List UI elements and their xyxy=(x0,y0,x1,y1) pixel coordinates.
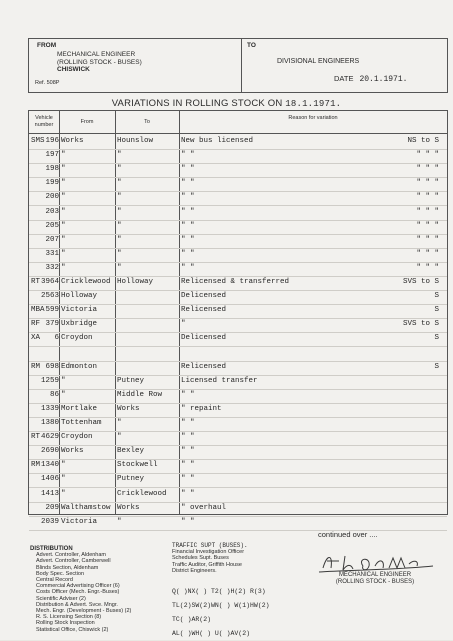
vehicle-number: 1406 xyxy=(40,475,59,484)
vehicle-prefix: SMS xyxy=(31,137,45,145)
reason-cell: " " xyxy=(181,193,195,202)
reason-cell: " " xyxy=(181,263,195,272)
vehicle-number: 200 xyxy=(45,193,59,202)
type-change-cell: S xyxy=(434,306,439,315)
from-cell: " xyxy=(61,207,66,216)
date-label: DATE xyxy=(334,74,354,83)
distribution-item: R. S. Licensing Section (8) xyxy=(36,614,102,621)
vehicle-number: 1259 xyxy=(40,376,59,385)
to-cell: Stockwell xyxy=(117,461,158,470)
traffic-distribution xyxy=(172,543,312,574)
traffic-item: District Engineers. xyxy=(172,567,217,574)
to-cell: Holloway xyxy=(117,278,154,286)
from-line-3: CHISWICK xyxy=(57,66,90,73)
to-cell: Works xyxy=(117,503,140,512)
vehicle-number: 196 xyxy=(45,137,59,145)
reason-cell: " " xyxy=(181,489,195,498)
type-change-cell: S xyxy=(434,292,439,301)
continued-note: continued over .... xyxy=(318,530,378,539)
reason-cell: " " xyxy=(181,249,195,258)
from-cell: " xyxy=(61,235,66,244)
reason-cell: " " xyxy=(181,419,195,427)
reason-cell: " " xyxy=(181,447,195,456)
col-header-vehicle: Vehicle number xyxy=(34,115,54,128)
signature-block xyxy=(305,548,440,618)
reason-cell: " " xyxy=(181,475,195,484)
to-cell: " xyxy=(117,433,122,442)
type-change-cell: " " " xyxy=(416,235,439,244)
type-change-cell: " " " xyxy=(416,193,439,202)
to-label: TO xyxy=(247,42,256,49)
ref-number: Ref. 508P xyxy=(35,80,60,86)
vehicle-number: 207 xyxy=(45,235,59,244)
reason-cell: " " xyxy=(181,179,195,188)
vehicle-number: 203 xyxy=(45,207,59,216)
reason-cell: Delicensed xyxy=(181,334,227,343)
from-cell: Mortlake xyxy=(61,404,98,413)
from-cell: " xyxy=(61,193,66,202)
reason-cell: " " xyxy=(181,461,195,470)
to-cell: Putney xyxy=(117,475,145,484)
from-cell: Victoria xyxy=(61,306,98,315)
signatory-title: MECHANICAL ENGINEER (ROLLING STOCK - BUSES) xyxy=(335,572,415,585)
vehicle-number: 379 xyxy=(45,320,59,329)
distribution-item: Mech. Engr. (Development - Buses) (2) xyxy=(36,608,132,615)
from-cell: " xyxy=(61,263,66,272)
vehicle-number: 198 xyxy=(45,165,59,174)
to-cell: Cricklewood xyxy=(117,489,167,498)
vehicle-number: 4629 xyxy=(40,433,59,442)
to-cell: " xyxy=(117,221,122,230)
to-cell: " xyxy=(117,419,122,427)
date-field xyxy=(334,74,407,84)
to-cell: " xyxy=(117,193,122,202)
vehicle-number: 2690 xyxy=(40,447,59,456)
reason-cell: " " xyxy=(181,433,195,442)
type-change-cell: SVS to S xyxy=(402,320,439,329)
reason-cell: " " xyxy=(181,221,195,230)
vehicle-number: 86 xyxy=(49,390,59,399)
vehicle-prefix: XA xyxy=(31,334,41,343)
header-box xyxy=(28,38,448,93)
col-header-to: To xyxy=(144,119,150,125)
table-row xyxy=(29,515,447,531)
to-cell: " xyxy=(117,235,122,244)
vehicle-prefix: RT xyxy=(31,278,41,286)
page-title: VARIATIONS IN ROLLING STOCK ON 18.1.1971. xyxy=(111,98,342,109)
vehicle-number: 3964 xyxy=(40,278,59,286)
distribution-item: Central Record xyxy=(36,577,73,584)
type-change-cell: " " " xyxy=(416,249,439,258)
vehicle-prefix: RM xyxy=(31,461,41,470)
from-cell: " xyxy=(61,376,66,385)
from-cell: Walthamstow xyxy=(61,503,111,512)
vehicle-number: 1413 xyxy=(40,489,59,498)
traffic-item: Financial Investigation Officer xyxy=(172,549,245,556)
distribution-item: Advert. Controller, Camberwell xyxy=(36,558,111,565)
from-cell: Victoria xyxy=(61,517,98,526)
col-header-from: From xyxy=(80,119,94,125)
reason-cell: Delicensed xyxy=(181,292,227,301)
from-cell: Tottenham xyxy=(61,419,102,427)
from-cell: Uxbridge xyxy=(61,320,98,329)
type-change-cell: " " " xyxy=(416,179,439,188)
distribution-item: Costs Officer (Mech. Engr.-Buses) xyxy=(36,589,120,596)
type-change-cell: SVS to S xyxy=(402,278,439,286)
from-cell: " xyxy=(61,390,66,399)
to-cell: Putney xyxy=(117,376,145,385)
to-cell: " xyxy=(117,165,122,174)
type-change-cell: " " " xyxy=(416,207,439,216)
vehicle-prefix: RM xyxy=(31,362,41,371)
from-cell: Cricklewood xyxy=(61,278,111,286)
traffic-item: Schedules Supt. Buses xyxy=(172,555,229,562)
from-cell: " xyxy=(61,179,66,188)
from-line-2: (ROLLING STOCK - BUSES) xyxy=(57,58,142,66)
from-cell: " xyxy=(61,489,66,498)
to-cell: " xyxy=(117,517,122,526)
from-cell: " xyxy=(61,221,66,230)
type-change-cell: " " " xyxy=(416,263,439,272)
traffic-item: Traffic Auditor, Griffith House xyxy=(172,561,242,568)
type-change-cell: S xyxy=(434,362,439,371)
vehicle-number: 599 xyxy=(45,306,59,315)
to-cell: " xyxy=(117,151,122,160)
to-cell: Middle Row xyxy=(117,390,163,399)
vehicle-number: 1339 xyxy=(40,404,59,413)
variations-table xyxy=(28,110,448,526)
from-cell: Croydon xyxy=(61,334,93,343)
reason-cell: " " xyxy=(181,390,195,399)
to-value: DIVISIONAL ENGINEERS xyxy=(277,58,360,65)
type-change-cell: " " " xyxy=(416,221,439,230)
to-cell: " xyxy=(117,263,122,272)
col-header-reason: Reason for variation xyxy=(288,115,338,121)
reason-cell: " " xyxy=(181,207,195,216)
reason-cell: " " xyxy=(181,235,195,244)
vehicle-prefix: RT xyxy=(31,433,41,442)
to-cell: Works xyxy=(117,404,140,413)
distribution-item: Body Spec. Section xyxy=(36,570,85,577)
reason-cell: " " xyxy=(181,165,195,174)
depot-codes: Q( )NX( ) T2( )H(2) R(3) TL(2)SW(2)WN( ) W(1)HW(2) TC( )AR(2) AL( )WH( ) U( )AV(2) xyxy=(172,588,270,637)
vehicle-number: 332 xyxy=(45,263,59,272)
vehicle-number: 197 xyxy=(45,151,59,160)
type-change-cell: " " " xyxy=(416,151,439,160)
to-cell: " xyxy=(117,207,122,216)
traffic-heading: TRAFFIC SUPT (BUSES). xyxy=(172,542,248,549)
vehicle-prefix: RF xyxy=(31,320,41,329)
from-cell: " xyxy=(61,475,66,484)
vehicle-prefix: MBA xyxy=(31,306,45,315)
from-cell: " xyxy=(61,165,66,174)
bleed-through-text xyxy=(215,4,450,34)
reason-cell: Relicensed xyxy=(181,362,227,371)
from-cell: Holloway xyxy=(61,292,98,301)
type-change-cell: S xyxy=(434,334,439,343)
distribution-item: Commercial Advertising Officer (6) xyxy=(36,583,120,590)
type-change-cell: NS to S xyxy=(407,137,439,145)
from-cell: " xyxy=(61,151,66,160)
distribution-item: Distribution & Advert. Svce. Mngr. xyxy=(36,601,118,608)
reason-cell: " repaint xyxy=(181,404,222,413)
distribution-item: Statistical Office, Chiswick (2) xyxy=(36,626,109,633)
distribution-heading: DISTRIBUTION xyxy=(30,546,73,552)
reason-cell: " xyxy=(181,320,186,329)
vehicle-number: 205 xyxy=(45,221,59,230)
distribution-item: Advert. Controller, Aldenham xyxy=(36,552,107,559)
vehicle-number: 209 xyxy=(45,503,59,512)
from-cell: Croydon xyxy=(61,433,93,442)
vehicle-number: 199 xyxy=(45,179,59,188)
reason-cell: Relicensed xyxy=(181,306,227,315)
title-date: 18.1.1971. xyxy=(285,99,342,109)
to-cell: Hounslow xyxy=(117,137,154,145)
from-label: FROM xyxy=(37,42,57,49)
vehicle-number: 1380 xyxy=(40,419,59,427)
from-cell: Works xyxy=(61,137,84,145)
vehicle-number: 331 xyxy=(45,249,59,258)
reason-cell: New bus licensed xyxy=(181,137,254,145)
reason-cell: " " xyxy=(181,151,195,160)
distribution-item: Blinds Section, Aldenham xyxy=(36,564,99,571)
to-cell: Bexley xyxy=(117,447,145,456)
reason-cell: " overhaul xyxy=(181,503,227,512)
vehicle-number: 2563 xyxy=(40,292,59,301)
vehicle-number: 698 xyxy=(45,362,59,371)
reason-cell: " " xyxy=(181,517,195,526)
to-cell: " xyxy=(117,249,122,258)
vehicle-number: 1340 xyxy=(40,461,59,470)
from-cell: Works xyxy=(61,447,84,456)
type-change-cell: " " " xyxy=(416,165,439,174)
from-cell: " xyxy=(61,461,66,470)
vehicle-number: 6 xyxy=(54,334,59,343)
distribution-list xyxy=(30,546,190,633)
to-cell: " xyxy=(117,179,122,188)
reason-cell: Licensed transfer xyxy=(181,376,258,385)
date-value: 20.1.1971. xyxy=(359,75,408,84)
vehicle-number: 2039 xyxy=(40,517,59,526)
reason-cell: Relicensed & transferred xyxy=(181,278,290,286)
from-cell: " xyxy=(61,249,66,258)
distribution-item: Rolling Stock Inspection xyxy=(36,620,95,627)
from-line-1: MECHANICAL ENGINEER xyxy=(57,51,136,58)
distribution-item: Scientific Adviser (2) xyxy=(36,595,86,602)
from-cell: Edmonton xyxy=(61,362,98,371)
